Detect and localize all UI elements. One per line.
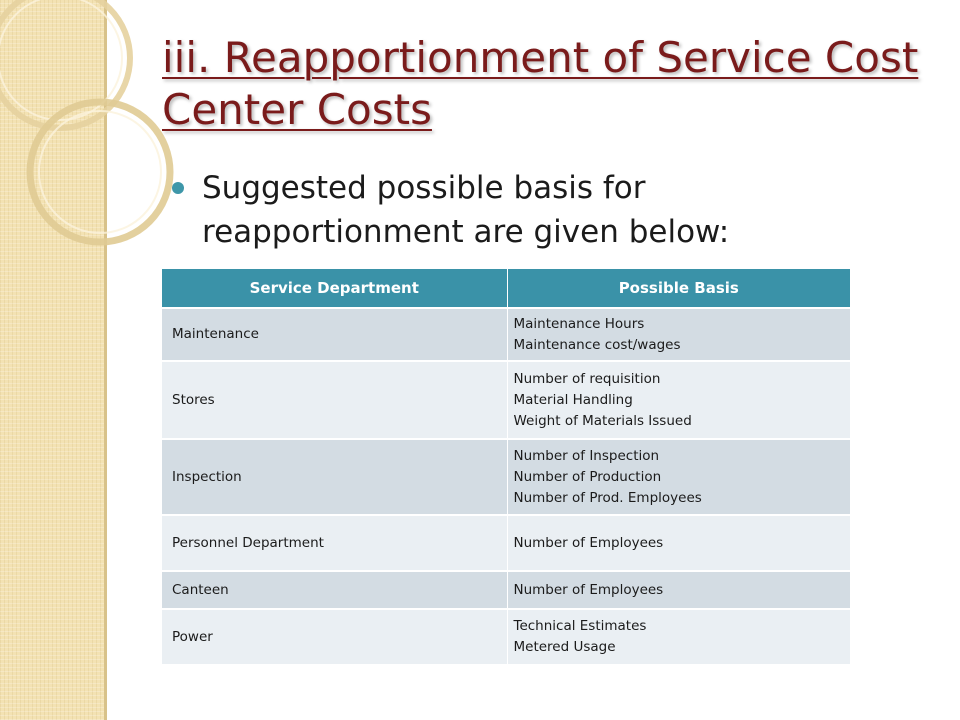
basis-line: Metered Usage: [513, 639, 616, 655]
department-cell: Maintenance: [162, 308, 507, 361]
table-row: [162, 609, 850, 664]
basis-line: Number of Inspection: [513, 447, 660, 464]
basis-cell: [507, 361, 850, 439]
table-row: [162, 361, 850, 439]
department-cell: Personnel Department: [162, 515, 507, 571]
department-cell: Power: [162, 609, 507, 664]
basis-cell: [507, 515, 850, 571]
basis-line: Number of requisition: [513, 370, 661, 387]
basis-line: Number of Prod. Employees: [513, 489, 702, 506]
basis-line: Maintenance cost/wages: [513, 336, 681, 353]
department-cell: Stores: [162, 361, 507, 439]
table-row: [162, 439, 850, 515]
basis-line: Technical Estimates: [513, 618, 647, 634]
basis-cell: [507, 308, 850, 361]
header-service-department: Service Department: [162, 269, 507, 308]
bullet-text: Suggested possible basis for reapportionment are given below:: [202, 170, 730, 250]
table-row: [162, 571, 850, 609]
department-cell: Canteen: [162, 571, 507, 609]
basis-line: Number of Production: [513, 468, 662, 485]
basis-table: [162, 269, 850, 664]
slide-title: iii. Reapportionment of Service Cost Center Costs: [162, 33, 919, 134]
basis-line: Number of Employees: [513, 581, 664, 598]
table-row: [162, 515, 850, 571]
table-header-row: [162, 269, 850, 308]
basis-line: Material Handling: [513, 391, 633, 408]
basis-line: Weight of Materials Issued: [513, 412, 692, 429]
bullet-marker: [172, 182, 184, 194]
basis-cell: [507, 609, 850, 664]
header-possible-basis: Possible Basis: [507, 269, 850, 308]
basis-line: Number of Employees: [513, 534, 664, 551]
basis-cell: [507, 439, 850, 515]
basis-line: Maintenance Hours: [513, 315, 645, 332]
table-row: [162, 308, 850, 361]
department-cell: Inspection: [162, 439, 507, 515]
basis-cell: [507, 571, 850, 609]
